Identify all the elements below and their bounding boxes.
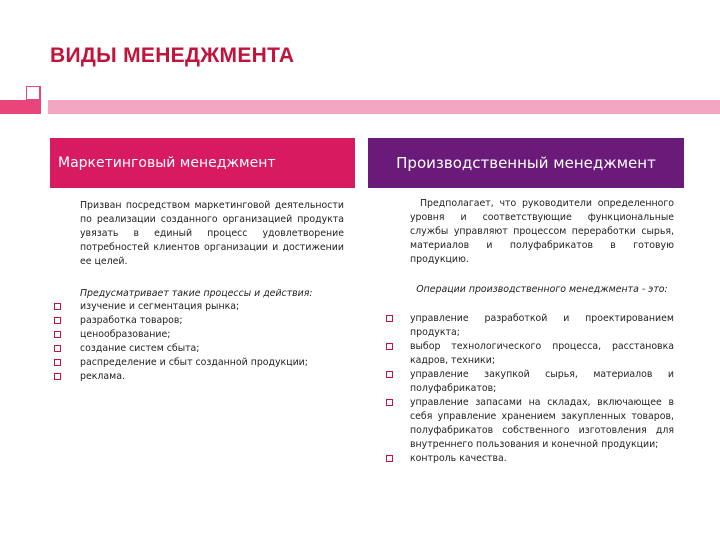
accent-bar-small [0, 100, 40, 114]
list-item: изучение и сегментация рынка; [80, 300, 350, 314]
square-bullet-icon [386, 455, 393, 462]
production-header: Производственный менеджмент [368, 138, 684, 188]
square-bullet-icon [386, 315, 393, 322]
marketing-description: Призван посредством маркетинговой деятельности по реализации созданного организацией продукта увязать в единый процесс удовлетворение потребностей клиентов организации и достижении ее целей. [80, 200, 344, 267]
square-bullet-icon [54, 359, 61, 366]
square-bullet-icon [386, 371, 393, 378]
marketing-subheading: Предусматривает такие процессы и действия: [80, 288, 313, 299]
square-bullet-icon [386, 343, 393, 350]
marketing-header: Маркетинговый менеджмент [50, 138, 355, 188]
square-bullet-icon [54, 331, 61, 338]
square-bullet-icon [54, 303, 61, 310]
square-bullet-icon [54, 373, 61, 380]
marketing-list [80, 300, 350, 384]
square-bullet-icon [386, 399, 393, 406]
list-item: распределение и сбыт созданной продукции; [80, 356, 350, 370]
square-bullet-icon [54, 345, 61, 352]
list-item: выбор технологического процесса, расстановка кадров, техники; [410, 340, 674, 368]
production-subheading: Операции производственного менеджмента - это: [416, 284, 668, 295]
square-bullet-icon [54, 317, 61, 324]
list-item: управление разработкой и проектированием продукта; [410, 312, 674, 340]
list-item: создание систем сбыта; [80, 342, 350, 356]
slide-title: ВИДЫ МЕНЕДЖМЕНТА [50, 44, 295, 67]
list-item: управление закупкой сырья, материалов и полуфабрикатов; [410, 368, 674, 396]
list-item: разработка товаров; [80, 314, 350, 328]
accent-divider [40, 86, 41, 114]
list-item: управление запасами на складах, включающее в себя управление хранением закупленных товаров, полуфабрикатов собственного изготовления для внутреннего пользования и конечной продукции; [410, 396, 674, 452]
list-item: реклама. [80, 370, 350, 384]
list-item: контроль качества. [410, 452, 674, 466]
production-description: Предполагает, что руководители определенного уровня и соответствующие функциональные службы управляют процессом переработки сырья, материалов и полуфабрикатов в готовую продукцию. [410, 198, 674, 265]
production-list [410, 312, 674, 466]
accent-bar-wide [48, 100, 720, 114]
list-item: ценообразование; [80, 328, 350, 342]
accent-square [26, 86, 40, 100]
